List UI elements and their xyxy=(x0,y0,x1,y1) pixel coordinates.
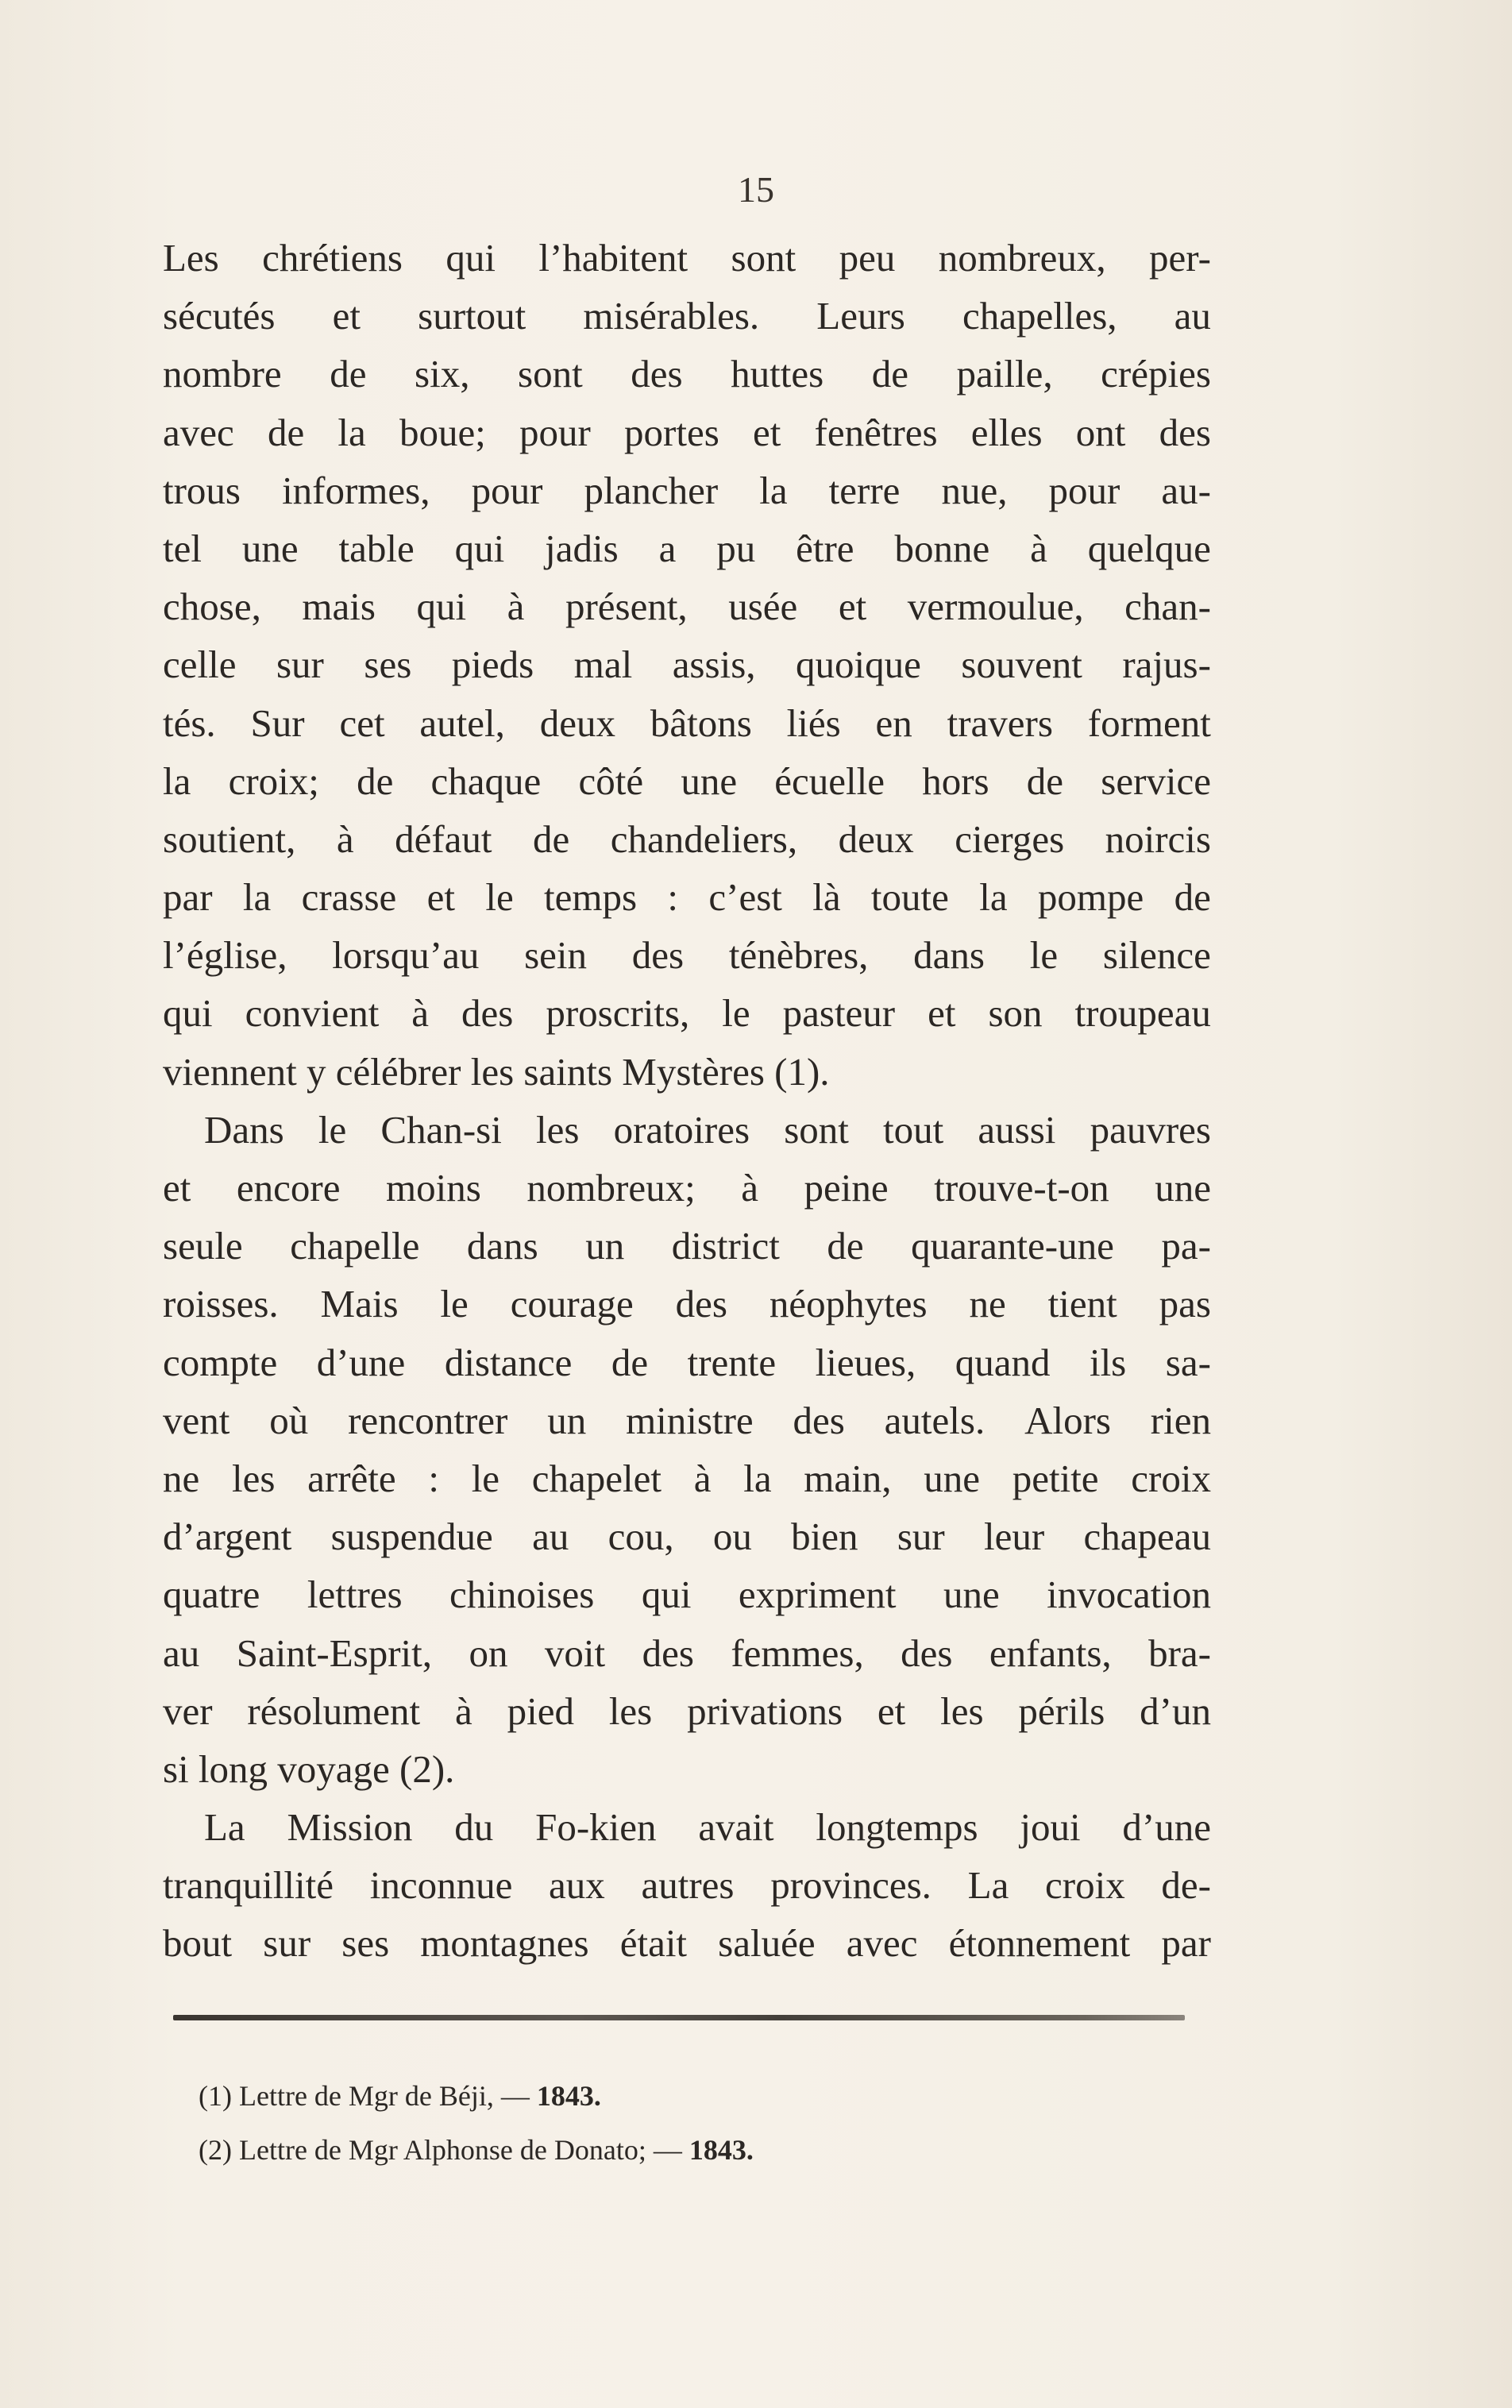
text-line: viennent y célébrer les saints Mystères (1). xyxy=(163,1049,830,1094)
text-line: avec de la boue; pour portes et fenêtres elles ont des xyxy=(163,410,1211,454)
text-line: tés. Sur cet autel, deux bâtons liés en travers forment xyxy=(163,700,1211,745)
footnote-rule xyxy=(173,2015,1185,2020)
text-line: seule chapelle dans un district de quarante-une pa- xyxy=(163,1224,1211,1268)
text-line: bout sur ses montagnes était saluée avec étonnement par xyxy=(163,1921,1211,1966)
text-line: trous informes, pour plancher la terre nue, pour au- xyxy=(163,468,1211,512)
footnote-year: 1843. xyxy=(536,2080,601,2112)
text-line: compte d’une distance de trente lieues, quand ils sa- xyxy=(163,1340,1211,1384)
text-line: roisses. Mais le courage des néophytes ne tient pas xyxy=(163,1282,1211,1326)
text-line: tranquillité inconnue aux autres provinces. La croix de- xyxy=(163,1863,1211,1908)
footnote-marker: (1) xyxy=(199,2080,232,2112)
text-line: nombre de six, sont des huttes de paille, crépies xyxy=(163,352,1211,396)
text-line: Dans le Chan-si les oratoires sont tout aussi pauvres xyxy=(204,1107,1211,1152)
text-line: et encore moins nombreux; à peine trouve-t-on une xyxy=(163,1166,1211,1210)
text-line: celle sur ses pieds mal assis, quoique souvent rajus- xyxy=(163,643,1211,687)
body-text xyxy=(163,229,1211,1973)
text-line: quatre lettres chinoises qui expriment une invocation xyxy=(163,1573,1211,1617)
text-line: sécutés et surtout misérables. Leurs chapelles, au xyxy=(163,294,1211,338)
text-line: la croix; de chaque côté une écuelle hors de service xyxy=(163,758,1211,803)
text-line: au Saint-Esprit, on voit des femmes, des enfants, bra- xyxy=(163,1630,1211,1675)
footnote-year: 1843. xyxy=(688,2134,754,2166)
text-line: d’argent suspendue au cou, ou bien sur leur chapeau xyxy=(163,1515,1211,1559)
text-line: chose, mais qui à présent, usée et vermoulue, chan- xyxy=(163,585,1211,629)
footnote-marker: (2) xyxy=(199,2134,232,2166)
footnote xyxy=(199,2069,1151,2123)
text-line: l’église, lorsqu’au sein des ténèbres, dans le silence xyxy=(163,933,1211,978)
footnotes xyxy=(199,2069,1151,2177)
page-number: 15 xyxy=(738,169,774,210)
text-line: Les chrétiens qui l’habitent sont peu nombreux, per- xyxy=(163,236,1211,280)
footnote xyxy=(199,2123,1151,2177)
text-line: si long voyage (2). xyxy=(163,1746,455,1791)
footnote-text: Lettre de Mgr Alphonse de Donato; — xyxy=(238,2134,682,2166)
text-line: tel une table qui jadis a pu être bonne à quelque xyxy=(163,526,1211,570)
text-line: ne les arrête : le chapelet à la main, une petite croix xyxy=(163,1456,1211,1500)
text-line: soutient, à défaut de chandeliers, deux cierges noircis xyxy=(163,816,1211,861)
text-line: La Mission du Fo-kien avait longtemps joui d’une xyxy=(204,1805,1211,1850)
text-line: ver résolument à pied les privations et les périls d’un xyxy=(163,1688,1211,1733)
text-line: qui convient à des proscrits, le pasteur et son troupeau xyxy=(163,991,1211,1036)
text-line: par la crasse et le temps : c’est là toute la pompe de xyxy=(163,875,1211,920)
footnote-text: Lettre de Mgr de Béji, — xyxy=(238,2080,530,2112)
text-line: vent où rencontrer un ministre des autels. Alors rien xyxy=(163,1398,1211,1442)
